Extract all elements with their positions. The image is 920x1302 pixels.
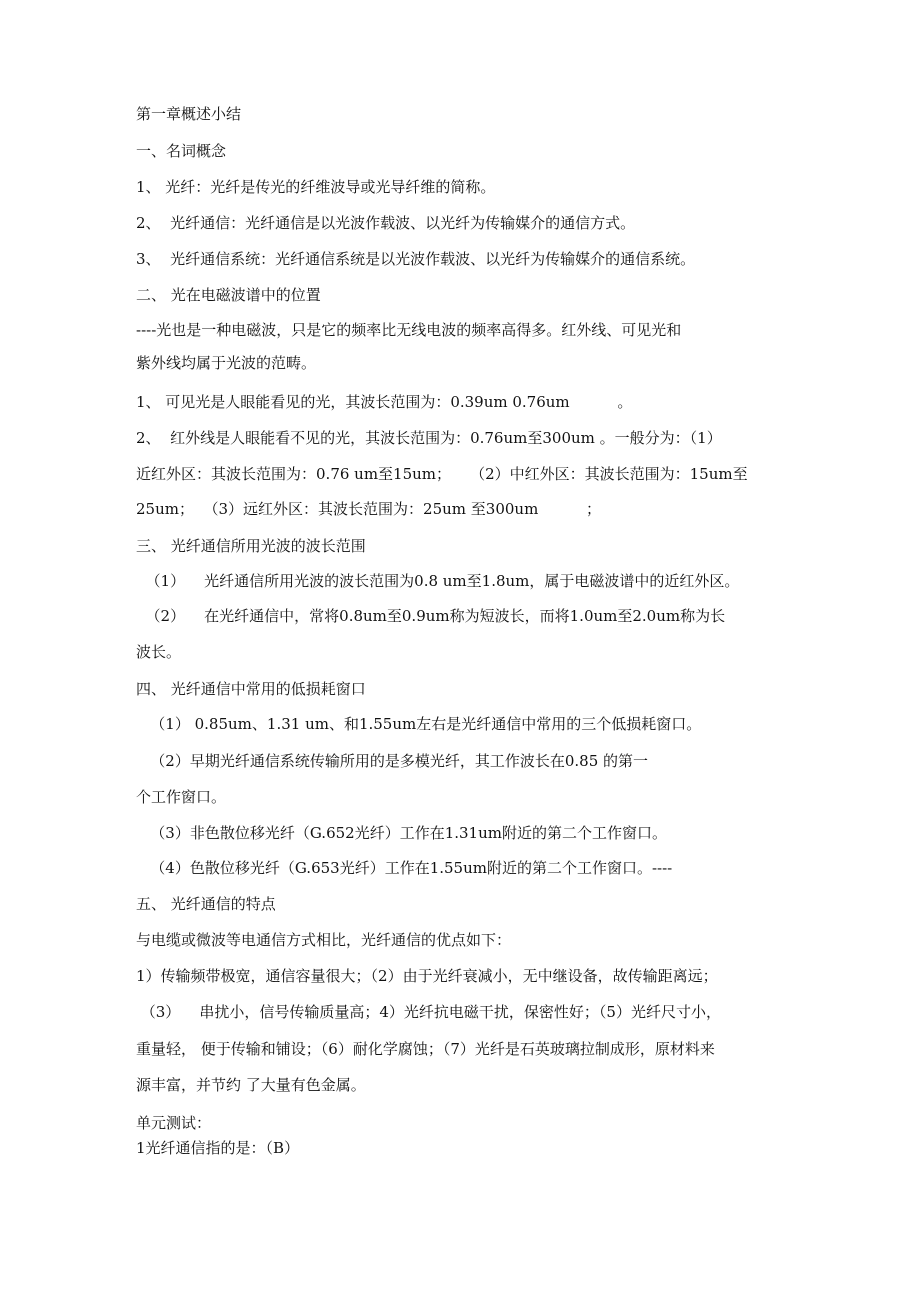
text-line: 25um； （3）远红外区：其波长范围为：25um 至300um ；: [136, 500, 601, 518]
text-line: 波长。: [136, 643, 182, 661]
text-line: （4）色散位移光纤（G.653光纤）工作在1.55um附近的第二个工作窗口。----: [136, 859, 673, 877]
section-heading: 三、 光纤通信所用光波的波长范围: [136, 537, 366, 555]
text-line: 源丰富，并节约 了大量有色金属。: [136, 1076, 366, 1094]
text-line: 2、 红外线是人眼能看不见的光，其波长范围为：0.76um至300um 。一般分为：（1）: [136, 429, 722, 447]
section-heading: 单元测试：: [136, 1114, 212, 1132]
text-line: 个工作窗口。: [136, 788, 227, 806]
text-line: 2、 光纤通信：光纤通信是以光波作载波、以光纤为传输媒介的通信方式。: [136, 214, 636, 232]
text-line: 与电缆或微波等电通信方式相比，光纤通信的优点如下：: [136, 931, 512, 949]
section-heading: 五、 光纤通信的特点: [136, 895, 276, 913]
text-line: 1）传输频带极宽，通信容量很大；（2）由于光纤衰减小，无中继设备，故传输距离远；: [136, 967, 718, 985]
text-line: 3、 光纤通信系统：光纤通信系统是以光波作载波、以光纤为传输媒介的通信系统。: [136, 250, 696, 268]
question-line: 1光纤通信指的是：（B）: [136, 1139, 300, 1157]
section-heading: 四、 光纤通信中常用的低损耗窗口: [136, 680, 366, 698]
text-line: 1、 可见光是人眼能看见的光，其波长范围为：0.39um 0.76um 。: [136, 393, 633, 411]
text-line: 重量轻， 便于传输和铺设；（6）耐化学腐蚀；（7）光纤是石英玻璃拉制成形，原材料来: [136, 1040, 715, 1058]
chapter-title: 第一章概述小结: [136, 105, 242, 123]
text-line: 近红外区：其波长范围为：0.76 um至15um； （2）中红外区：其波长范围为：15um至: [136, 465, 748, 483]
text-line: 紫外线均属于光波的范畴。: [136, 354, 317, 372]
text-line: （2） 在光纤通信中，常将0.8um至0.9um称为短波长，而将1.0um至2.0um称为长: [136, 607, 726, 625]
section-heading: 一、名词概念: [136, 142, 227, 160]
text-line: （3）非色散位移光纤（G.652光纤）工作在1.31um附近的第二个工作窗口。: [136, 824, 667, 842]
section-heading: 二、 光在电磁波谱中的位置: [136, 286, 321, 304]
text-line: （1） 0.85um、1.31 um、和1.55um左右是光纤通信中常用的三个低损耗窗口。: [136, 715, 702, 733]
text-line: （1） 光纤通信所用光波的波长范围为0.8 um至1.8um，属于电磁波谱中的近红外区。: [136, 572, 740, 590]
text-line: ----光也是一种电磁波，只是它的频率比无线电波的频率高得多。红外线、可见光和: [136, 321, 682, 339]
text-line: （2）早期光纤通信系统传输所用的是多模光纤，其工作波长在0.85 的第一: [136, 752, 649, 770]
text-line: （3） 串扰小，信号传输质量高；4）光纤抗电磁干扰，保密性好；（5）光纤尺寸小，: [136, 1003, 721, 1021]
text-line: 1、 光纤：光纤是传光的纤维波导或光导纤维的简称。: [136, 178, 496, 196]
